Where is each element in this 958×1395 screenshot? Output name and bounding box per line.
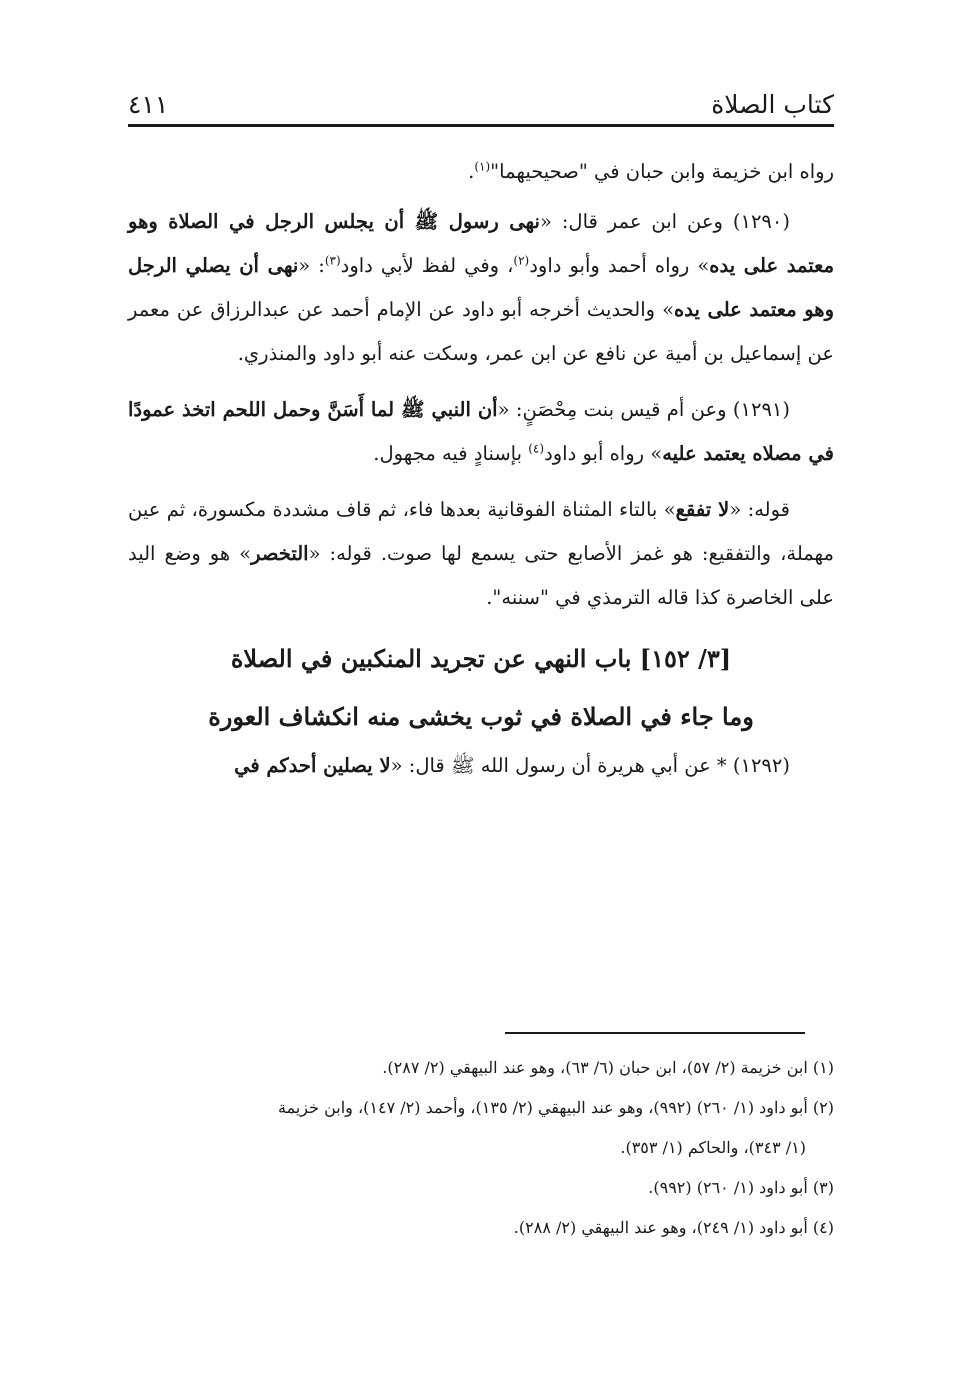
footnote-ref-4: (٤) bbox=[528, 441, 545, 456]
footnote-separator bbox=[505, 1032, 805, 1034]
hadith-quote: لا يصلين أحدكم في bbox=[234, 754, 391, 777]
text: » هو وضع اليد على الخاصرة كذا قاله الترمذي في "سننه". bbox=[128, 542, 834, 609]
chapter-running-title: كتاب الصلاة bbox=[711, 90, 834, 119]
footnote-2: (٢) أبو داود (١/ ٢٦٠) (٩٩٢)، وهو عند البيهقي (٢/ ١٣٥)، وأحمد (٢/ ١٤٧)، وابن خزيمة bbox=[277, 1098, 834, 1117]
term: لا تفقع bbox=[675, 498, 730, 521]
text: » رواه أبو داود bbox=[544, 442, 663, 465]
footnote-1: (١) ابن خزيمة (٢/ ٥٧)، ابن حبان (٦/ ٦٣)، وهو عند البيهقي (٢/ ٢٨٧). bbox=[382, 1058, 834, 1077]
hadith-quote: نهى رسول ﷺ أن يجلس الرجل في الصلاة وهو معتمد على يده bbox=[128, 210, 835, 277]
text: » رواه أحمد وأبو داود bbox=[529, 254, 710, 277]
text: (١٢٩١) وعن أم قيس بنت مِحْصَنٍ: « bbox=[497, 398, 791, 421]
hadith-1291 bbox=[128, 388, 834, 476]
term: التخصر bbox=[251, 542, 309, 565]
text: بإسنادٍ فيه مجهول. bbox=[373, 442, 529, 465]
footnote-ref-2: (٢) bbox=[513, 253, 530, 268]
chapter-heading-line-2: وما جاء في الصلاة في ثوب يخشى منه انكشاف العورة bbox=[208, 702, 754, 731]
text: » والحديث أخرجه أبو داود عن الإمام أحمد عن عبدالرزاق عن معمر عن إسماعيل بن أمية عن نافع عن ابن عمر، وسكت عنه أبو داود والمنذري. bbox=[128, 298, 834, 365]
footnote-ref-3: (٣) bbox=[324, 253, 341, 268]
footnote-3: (٣) أبو داود (١/ ٢٦٠) (٩٩٢). bbox=[648, 1178, 834, 1197]
footnotes bbox=[128, 1050, 834, 1250]
paragraph-0: رواه ابن خزيمة وابن حبان في "صحيحيهما"$^{(١)}$. bbox=[468, 159, 834, 183]
page-header bbox=[128, 78, 834, 122]
commentary-paragraph bbox=[128, 488, 834, 620]
main-text bbox=[128, 150, 834, 800]
page-number: ٤١١ bbox=[128, 90, 169, 119]
text: (١٢٩٠) وعن ابن عمر قال: « bbox=[539, 210, 790, 233]
text: : « bbox=[298, 254, 325, 277]
footnote-4: (٤) أبو داود (١/ ٢٤٩)، وهو عند البيهقي (٢/ ٢٨٨). bbox=[513, 1218, 834, 1237]
footnote-2-continued: (١/ ٣٤٣)، والحاكم (١/ ٣٥٣). bbox=[620, 1138, 806, 1157]
text: ، وفي لفظ لأبي داود bbox=[340, 254, 514, 277]
text: رواه ابن خزيمة وابن حبان في "صحيحيهما" bbox=[490, 160, 834, 183]
hadith-1292 bbox=[128, 744, 834, 788]
header-rule bbox=[128, 124, 834, 127]
text: » بالتاء المثناة الفوقانية بعدها فاء، ثم قاف مشددة مكسورة، ثم عين مهملة، والتفقيع: هو غمز الأصابع حتى يسمع لها صوت. قوله: « bbox=[128, 498, 834, 565]
chapter-heading-line-1: [٣/ ١٥٢] باب النهي عن تجريد المنكبين في الصلاة bbox=[230, 644, 732, 673]
hadith-1290 bbox=[128, 200, 834, 376]
hadith-quote: نهى أن يصلي الرجل وهو معتمد على يده bbox=[128, 254, 835, 321]
hadith-quote: أن النبي ﷺ لما أَسَنَّ وحمل اللحم اتخذ عمودًا في مصلاه يعتمد عليه bbox=[128, 398, 834, 465]
text: قوله: « bbox=[729, 498, 790, 521]
text: (١٢٩٢) * عن أبي هريرة أن رسول الله ﷺ قال: « bbox=[390, 754, 790, 777]
footnote-ref-1: (١) bbox=[474, 159, 491, 174]
